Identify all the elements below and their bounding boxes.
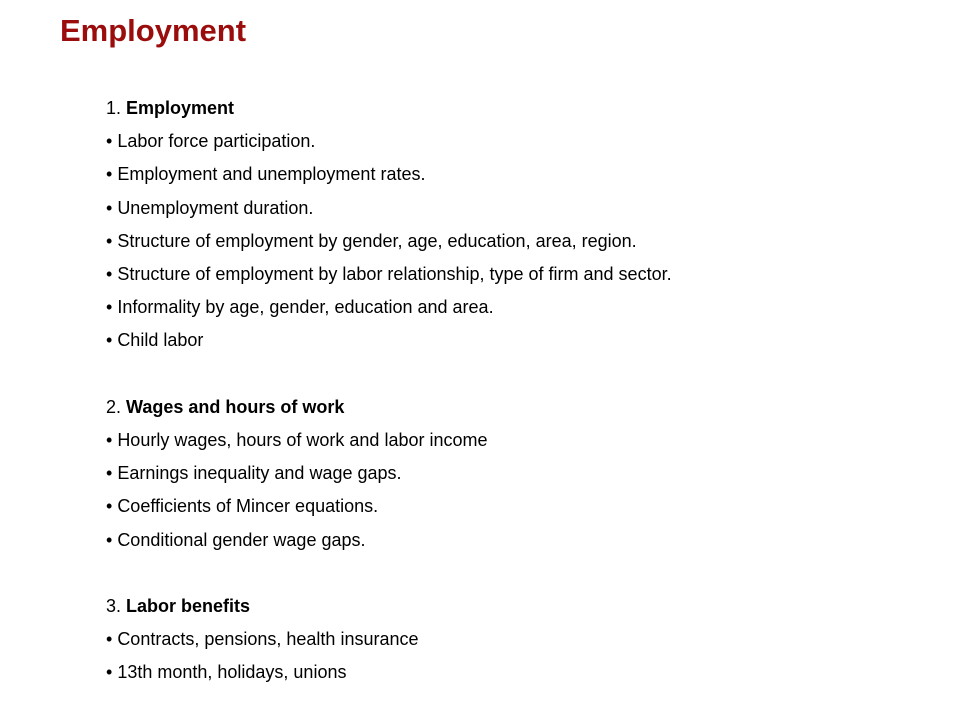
bullet-list: [106, 125, 926, 357]
page-title: Employment: [60, 13, 247, 48]
bullet-item: • 13th month, holidays, unions: [106, 656, 926, 689]
slide-content: [106, 92, 926, 690]
bullet-item: • Informality by age, gender, education and area.: [106, 291, 926, 324]
bullet-item: • Coefficients of Mincer equations.: [106, 490, 926, 523]
section-number: 3.: [106, 596, 122, 617]
bullet-item: • Structure of employment by gender, age, education, area, region.: [106, 225, 926, 258]
section-title: Employment: [126, 98, 235, 118]
bullet-item: • Structure of employment by labor relationship, type of firm and sector.: [106, 258, 926, 291]
bullet-item: • Conditional gender wage gaps.: [106, 524, 926, 557]
section-benefits: [106, 590, 926, 690]
section-heading: [106, 391, 926, 424]
section-title: Labor benefits: [126, 596, 251, 617]
section-title: Wages and hours of work: [126, 396, 345, 417]
bullet-item: • Labor force participation.: [106, 125, 926, 158]
section-spacer: [106, 358, 926, 391]
bullet-item: • Unemployment duration.: [106, 192, 926, 225]
bullet-list: [106, 623, 926, 689]
bullet-item: • Employment and unemployment rates.: [106, 158, 926, 191]
section-number: 1.: [106, 98, 122, 118]
bullet-list: [106, 424, 926, 557]
section-heading: [106, 590, 926, 623]
section-employment: [106, 92, 926, 358]
bullet-item: • Hourly wages, hours of work and labor income: [106, 424, 926, 457]
section-spacer: [106, 557, 926, 590]
bullet-item: • Child labor: [106, 324, 926, 357]
section-number: 2.: [106, 396, 122, 417]
section-wages: [106, 391, 926, 557]
bullet-item: • Earnings inequality and wage gaps.: [106, 457, 926, 490]
bullet-item: • Contracts, pensions, health insurance: [106, 623, 926, 656]
section-heading: [106, 92, 926, 125]
